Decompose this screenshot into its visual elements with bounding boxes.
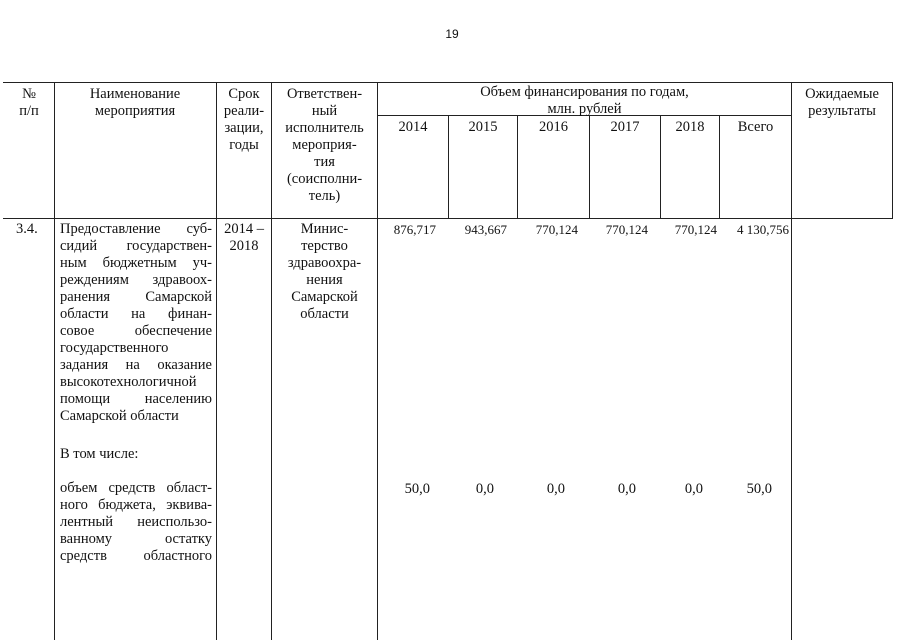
row-name: [60, 221, 212, 425]
vline-1: [54, 82, 55, 219]
vline-body-1: [54, 219, 55, 640]
header-num: № п/п: [19, 86, 39, 119]
subrow-name-line: ванному остатку: [60, 531, 212, 547]
row-name-line: совое обеспечение: [60, 323, 212, 339]
subrow-name-line: ного бюджета, эквива-: [60, 497, 212, 513]
subrow-name-line: объем средств област-: [60, 480, 212, 496]
header-expected: Ожидаемые результаты: [805, 86, 879, 119]
subrow-name-line: лентный неиспользо-: [60, 514, 212, 530]
vline-right: [892, 82, 893, 219]
row-name-line: ранения Самарской: [60, 289, 212, 305]
header-responsible: Ответствен- ный исполнитель мероприя- тия (соисполни- тель): [285, 86, 364, 204]
subrow-value-2017: 0,0: [617, 481, 636, 497]
row-value-2018: 770,124: [674, 222, 717, 237]
subrow-name-line: средств областного: [60, 548, 212, 564]
row-name-line: области на финан-: [60, 306, 212, 322]
header-year-2016: 2016: [539, 119, 568, 135]
subrow-value-2015: 0,0: [475, 481, 494, 497]
header-term: Срок реали- зации, годы: [223, 86, 265, 153]
table-border-top: [3, 82, 893, 83]
subrow-name: [60, 480, 212, 565]
header-year-2018: 2018: [675, 119, 705, 135]
row-num: 3.4.: [16, 221, 38, 237]
row-value-2016: 770,124: [535, 222, 578, 237]
row-name-line: реждениям здравоох-: [60, 272, 212, 288]
row-name-line: высокотехнологичной: [60, 374, 197, 390]
row-value-total: 4 130,756: [737, 222, 789, 237]
row-name-line: Предоставление суб-: [60, 221, 212, 237]
row-value-2014: 876,717: [393, 222, 436, 237]
subrow-value-2016: 0,0: [546, 481, 565, 497]
row-value-2015: 943,667: [464, 222, 507, 237]
row-term: 2014 – 2018: [224, 221, 264, 254]
row-name-line: сидий государствен-: [60, 238, 212, 254]
subrow-value-2018: 0,0: [684, 481, 703, 497]
page-number: 19: [445, 27, 459, 41]
row-name-line: помощи населению: [60, 391, 212, 407]
header-year-2014: 2014: [398, 119, 428, 135]
row-name-line: государственного: [60, 340, 169, 356]
row-name-line: задания на оказание: [60, 357, 212, 373]
subrow-value-total: 50,0: [746, 481, 772, 497]
subrow-value-2014: 50,0: [404, 481, 430, 497]
vline-body-4: [377, 219, 378, 640]
row-name-line: ным бюджетным уч-: [60, 255, 212, 271]
row-value-2017: 770,124: [605, 222, 648, 237]
header-year-2015: 2015: [468, 119, 498, 135]
row-name-line: Самарской области: [60, 408, 179, 424]
header-funding: Объем финансирования по годам, млн. рублей: [480, 84, 689, 117]
row-responsible: Минис- терство здравоохра- нения Самарской области: [287, 221, 362, 322]
header-year-2017: 2017: [610, 119, 640, 135]
header-total: Всего: [737, 119, 774, 135]
subheading: В том числе:: [60, 446, 139, 462]
vline-body-10: [791, 219, 792, 640]
header-name: Наименование мероприятия: [89, 86, 181, 119]
vline-body-2: [216, 219, 217, 640]
